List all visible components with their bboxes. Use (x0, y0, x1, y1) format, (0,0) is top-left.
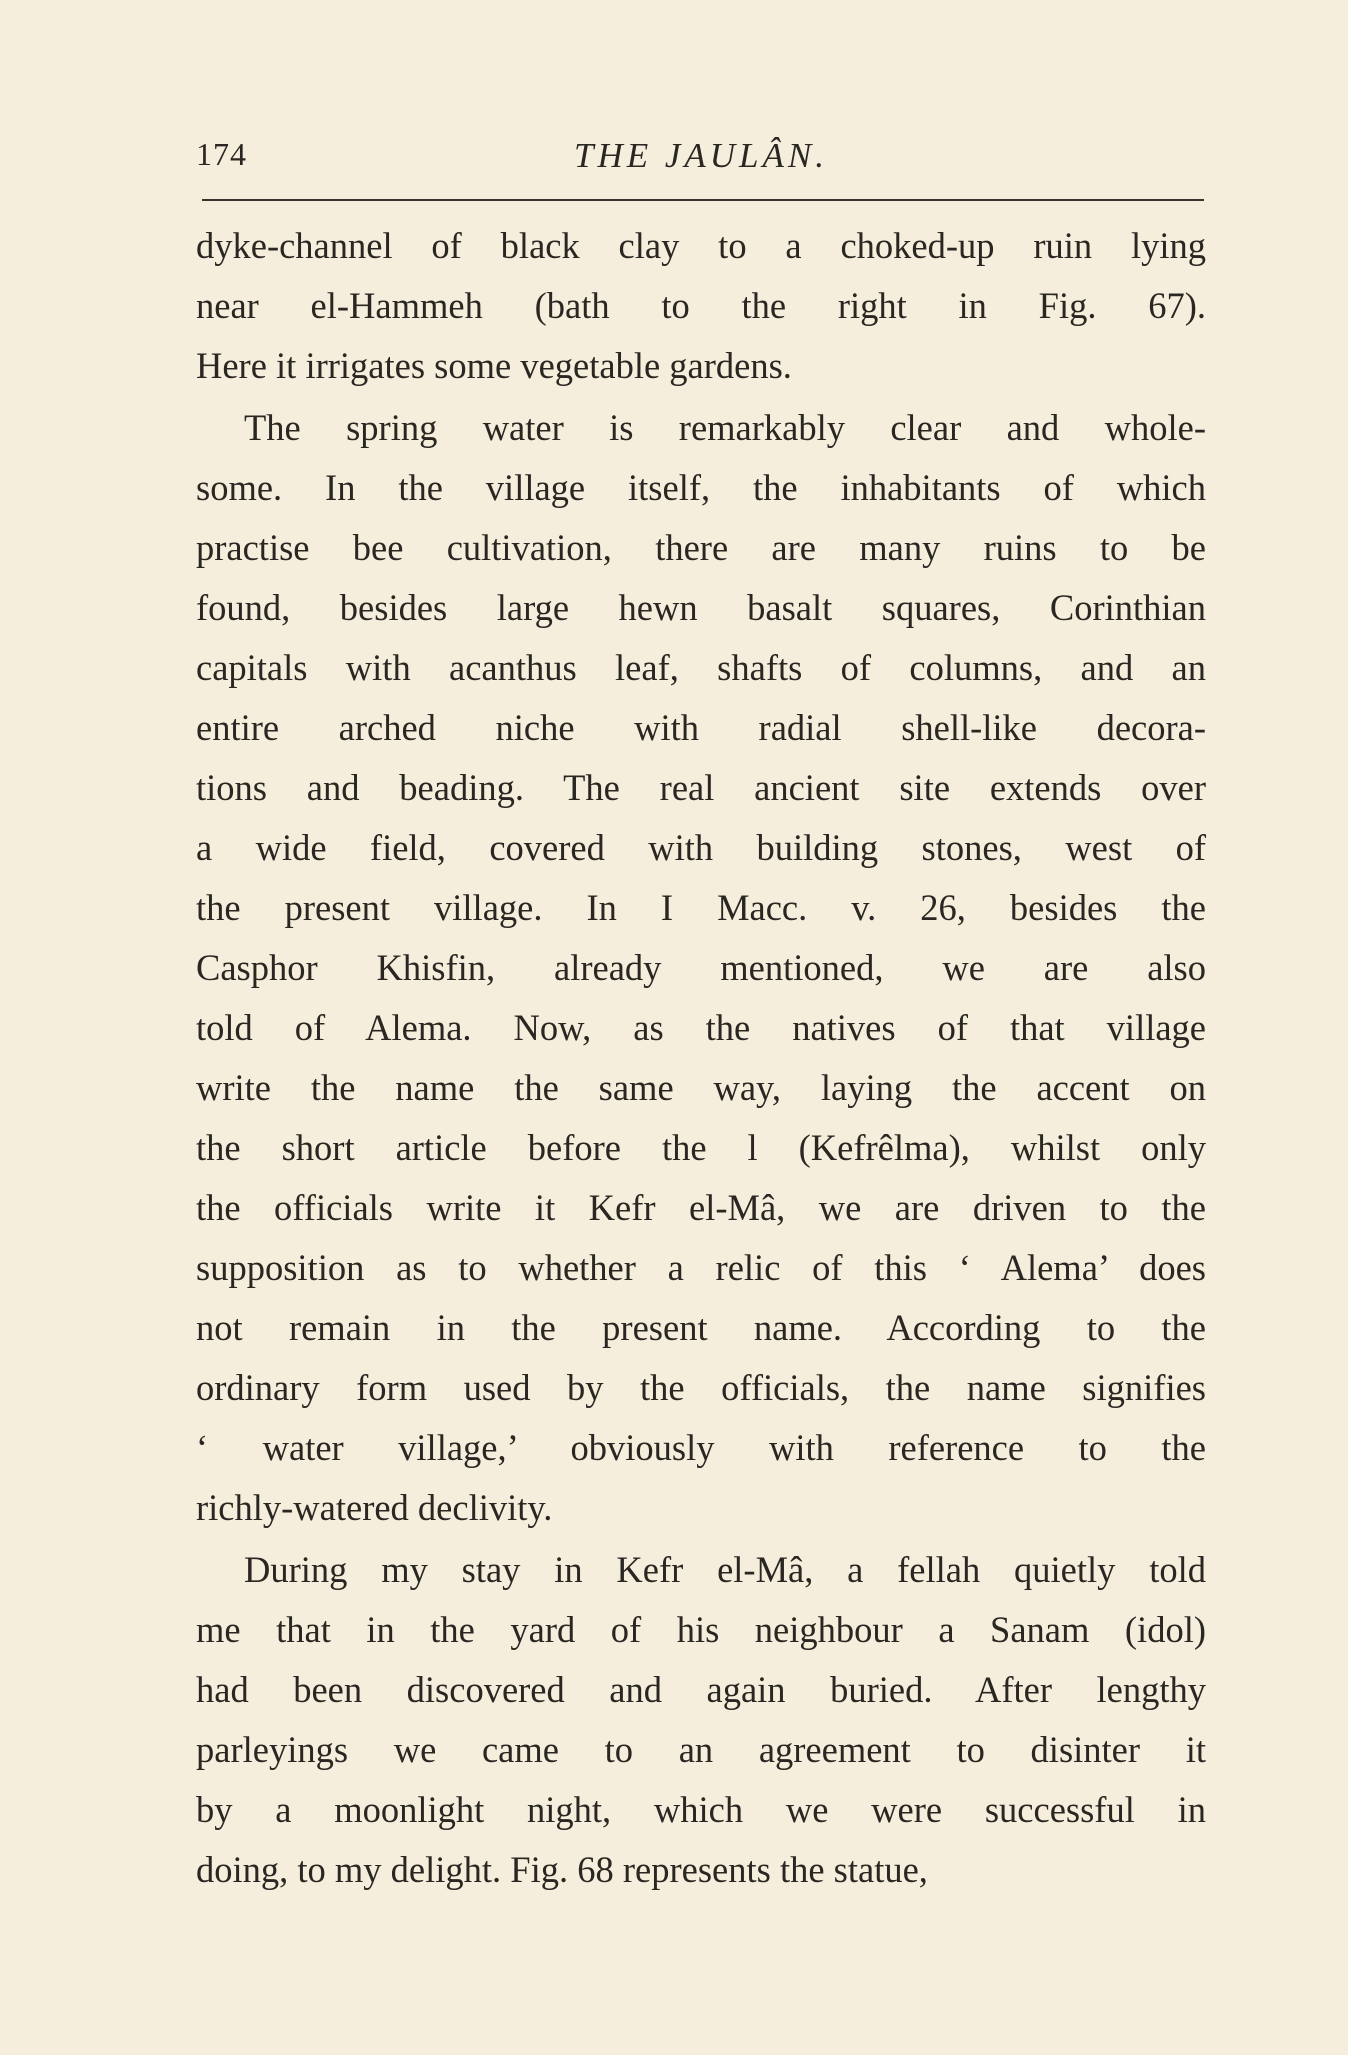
text-line: richly-watered declivity. (196, 1487, 553, 1528)
paragraph (196, 216, 1206, 396)
running-head: THE JAULÂN. (574, 136, 828, 175)
header-rule (202, 199, 1204, 201)
paragraph (196, 1540, 1206, 1900)
text-line: capitals with acanthus leaf, shafts of columns, and an (196, 647, 1206, 688)
page-header (196, 128, 1206, 180)
text-line: a wide field, covered with building stones, west of (196, 827, 1206, 868)
text-line: had been discovered and again buried. After lengthy (196, 1669, 1206, 1710)
text-line: During my stay in Kefr el-Mâ, a fellah quietly told (244, 1549, 1206, 1590)
text-line: not remain in the present name. According to the (196, 1307, 1206, 1348)
text-line: the officials write it Kefr el-Mâ, we are driven to the (196, 1187, 1206, 1228)
text-line: Casphor Khisfin, already mentioned, we are also (196, 947, 1206, 988)
text-line: The spring water is remarkably clear and whole- (244, 407, 1206, 448)
text-line: tions and beading. The real ancient site extends over (196, 767, 1206, 808)
text-line: some. In the village itself, the inhabitants of which (196, 467, 1206, 508)
text-line: ordinary form used by the officials, the name signifies (196, 1367, 1206, 1408)
paragraph (196, 398, 1206, 1538)
text-line: found, besides large hewn basalt squares, Corinthian (196, 587, 1206, 628)
page-number: 174 (196, 136, 247, 172)
text-line: Here it irrigates some vegetable gardens. (196, 345, 792, 386)
body-text (196, 216, 1206, 1900)
text-line: by a moonlight night, which we were successful in (196, 1789, 1206, 1830)
text-line: entire arched niche with radial shell-like decora- (196, 707, 1206, 748)
text-line: ‘ water village,’ obviously with reference to the (196, 1427, 1206, 1468)
text-line: doing, to my delight. Fig. 68 represents the statue, (196, 1849, 928, 1890)
text-line: near el-Hammeh (bath to the right in Fig. 67). (196, 285, 1206, 326)
text-line: dyke-channel of black clay to a choked-up ruin lying (196, 225, 1206, 266)
text-line: told of Alema. Now, as the natives of that village (196, 1007, 1206, 1048)
text-line: parleyings we came to an agreement to disinter it (196, 1729, 1206, 1770)
text-line: supposition as to whether a relic of this ‘ Alema’ does (196, 1247, 1206, 1288)
text-line: practise bee cultivation, there are many ruins to be (196, 527, 1206, 568)
text-line: write the name the same way, laying the accent on (196, 1067, 1206, 1108)
text-line: me that in the yard of his neighbour a Sanam (idol) (196, 1609, 1206, 1650)
text-line: the short article before the l (Kefrêlma), whilst only (196, 1127, 1206, 1168)
text-line: the present village. In I Macc. v. 26, besides the (196, 887, 1206, 928)
